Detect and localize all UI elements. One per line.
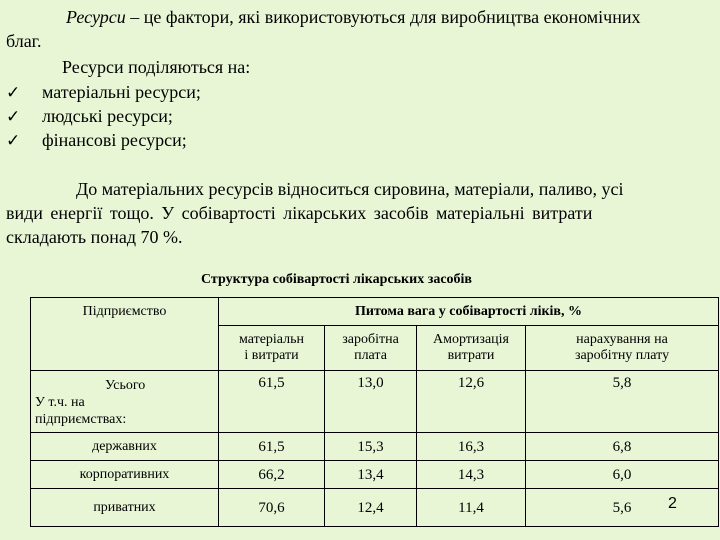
header-wages: заробітна плата — [325, 326, 417, 371]
list-item — [6, 105, 173, 128]
cell-value: 5,8 — [526, 371, 719, 433]
cell-value: 61,5 — [219, 371, 325, 433]
row-label: корпоративних — [31, 461, 219, 489]
row-label-total: Усього У т.ч. на підприємствах: — [31, 371, 219, 433]
cell-value: 66,2 — [219, 461, 325, 489]
header-payroll-charges: нарахування на заробітну плату — [526, 326, 719, 371]
table-row-total — [31, 371, 719, 433]
split-heading: Ресурси поділяються на: — [62, 57, 251, 77]
page-number: 2 — [668, 495, 677, 512]
definition-text: – це фактори, які використовуються для виробництва економічних — [130, 7, 641, 27]
list-item — [6, 129, 187, 152]
cell-value: 6,8 — [526, 433, 719, 461]
cell-value: 14,3 — [417, 461, 526, 489]
paragraph-line-3: складають понад 70 %. — [6, 227, 183, 247]
definition-line — [66, 6, 641, 28]
list-item-label: матеріальні ресурси; — [42, 82, 201, 102]
header-depreciation: Амортизація витрати — [417, 326, 526, 371]
cell-value: 11,4 — [417, 489, 526, 527]
row-label: державних — [31, 433, 219, 461]
cell-value: 13,0 — [325, 371, 417, 433]
row-label: приватних — [31, 489, 219, 527]
table-row — [31, 461, 719, 489]
cell-value: 61,5 — [219, 433, 325, 461]
cell-value: 12,4 — [325, 489, 417, 527]
table-row — [31, 433, 719, 461]
cell-value: 5,6 — [526, 489, 719, 527]
check-icon: ✓ — [6, 107, 21, 127]
cost-structure-table — [30, 297, 719, 527]
header-enterprise: Підприємство — [31, 298, 219, 371]
cell-value: 16,3 — [417, 433, 526, 461]
cell-value: 70,6 — [219, 489, 325, 527]
paragraph-line-2: види енергії тощо. У собівартості лікарських засобів матеріальні витрати — [6, 203, 593, 223]
header-material-costs: матеріальн і витрати — [219, 326, 325, 371]
check-icon: ✓ — [6, 83, 21, 103]
cell-value: 6,0 — [526, 461, 719, 489]
definition-continuation: благ. — [6, 31, 42, 51]
paragraph-line-1: До матеріальних ресурсів відноситься сировина, матеріали, паливо, усі — [76, 179, 624, 199]
table-caption: Структура собівартості лікарських засобів — [201, 272, 472, 287]
list-item-label: фінансові ресурси; — [42, 130, 187, 150]
header-share-group: Питома вага у собівартості ліків, % — [219, 298, 719, 326]
table-row — [31, 489, 719, 527]
term-resources: Ресурси — [66, 7, 126, 27]
list-item-label: людські ресурси; — [42, 106, 173, 126]
cell-value: 15,3 — [325, 433, 417, 461]
list-item — [6, 81, 201, 104]
cell-value: 12,6 — [417, 371, 526, 433]
check-icon: ✓ — [6, 131, 21, 151]
cell-value: 13,4 — [325, 461, 417, 489]
